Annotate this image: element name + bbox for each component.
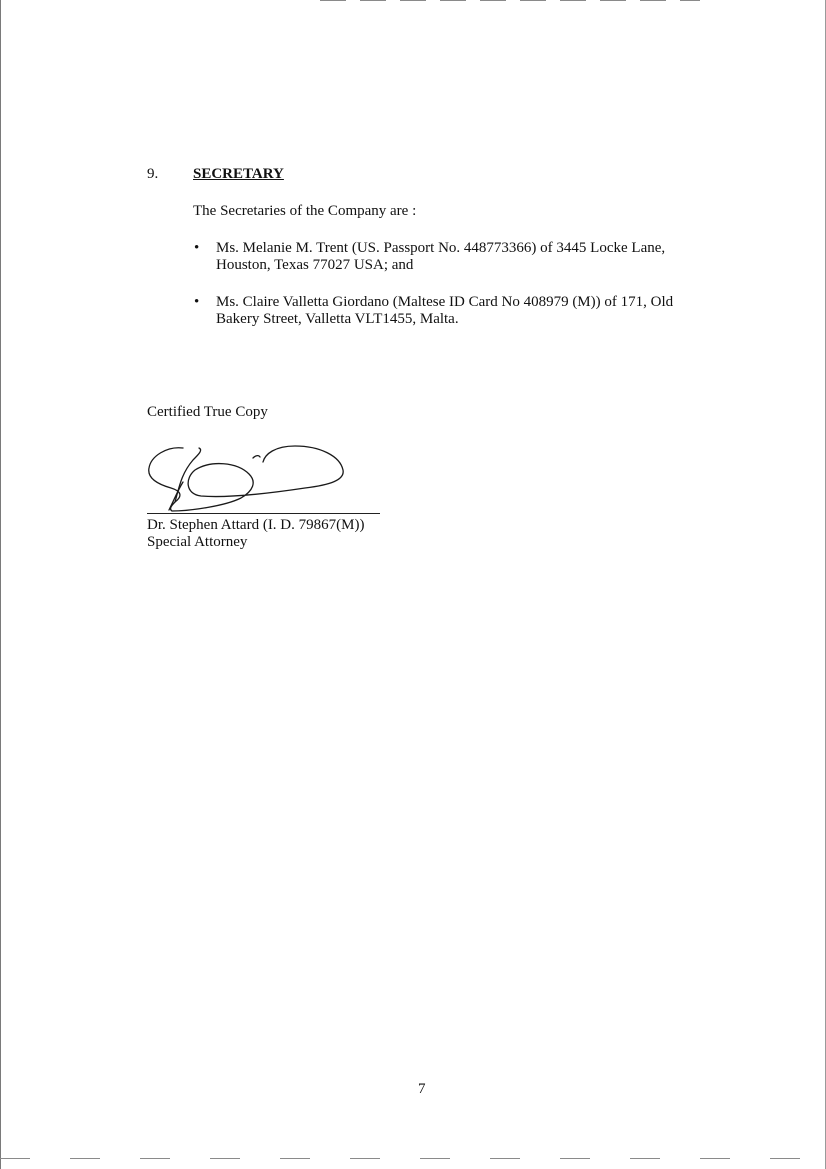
list-item	[193, 240, 698, 274]
signatory-name: Dr. Stephen Attard (I. D. 79867(M))	[147, 517, 365, 533]
intro-text: The Secretaries of the Company are :	[193, 203, 417, 219]
section-heading: SECRETARY	[193, 166, 284, 182]
page-number: 7	[418, 1081, 426, 1097]
scan-top-edge	[320, 0, 700, 1]
scan-border-left	[0, 0, 1, 1169]
signatory-title: Special Attorney	[147, 534, 248, 550]
section-number: 9.	[147, 166, 159, 182]
secretary-line-1: Ms. Claire Valletta Giordano (Maltese ID Card No 408979 (M)) of 171, Old	[216, 294, 674, 310]
certified-label: Certified True Copy	[147, 404, 268, 420]
scan-bottom-edge	[0, 1158, 826, 1159]
signature-line	[147, 513, 380, 514]
bullet-icon: •	[194, 294, 200, 310]
secretary-line-2: Bakery Street, Valletta VLT1455, Malta.	[216, 311, 459, 327]
secretary-line-1: Ms. Melanie M. Trent (US. Passport No. 448773366) of 3445 Locke Lane,	[216, 240, 666, 256]
signature-image	[145, 438, 350, 516]
list-item	[193, 294, 698, 328]
bullet-icon: •	[194, 240, 200, 256]
secretaries-list	[193, 240, 698, 328]
secretary-line-2: Houston, Texas 77027 USA; and	[216, 257, 414, 273]
